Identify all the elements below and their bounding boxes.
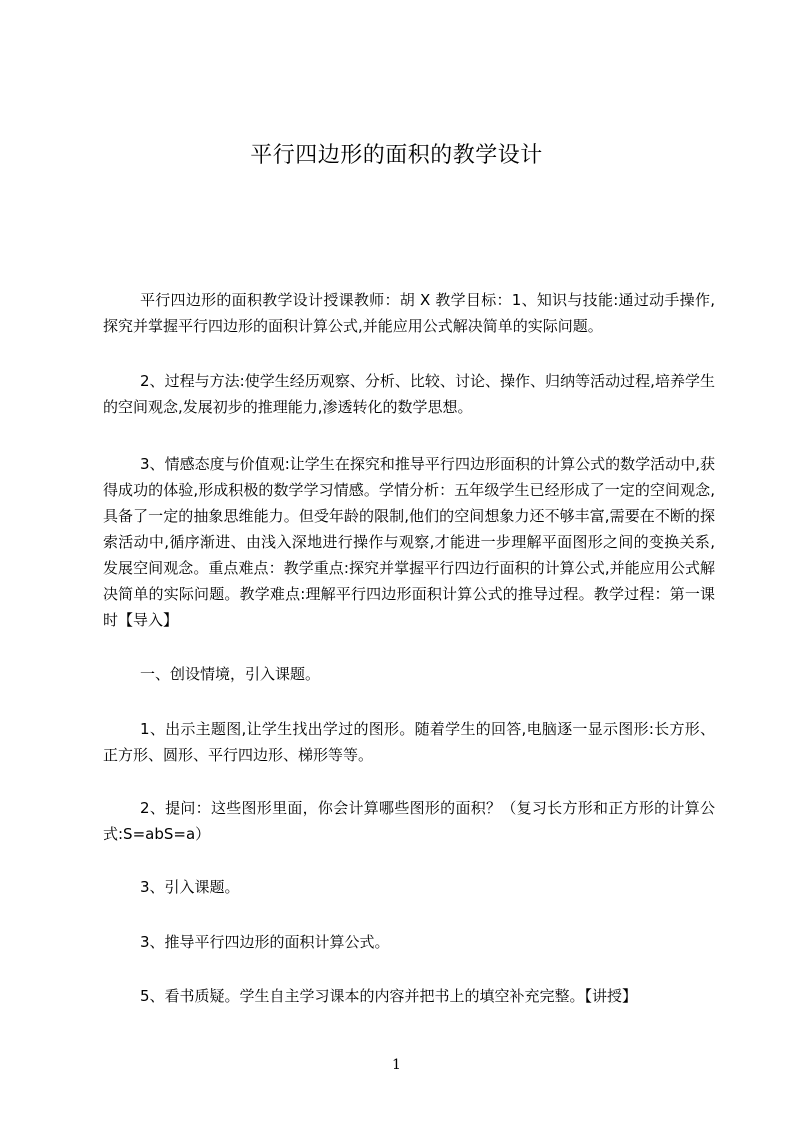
paragraph-step-1: 1、出示主题图,让学生找出学过的图形。随着学生的回答,电脑逐一显示图形:长方形、正方形、圆形、平行四边形、梯形等等。 <box>103 720 715 764</box>
paragraph-objectives-attitude: 3、情感态度与价值观:让学生在探究和推导平行四边形面积的计算公式的数学活动中,获得成功的体验,形成积极的数学学习情感。学情分析：五年级学生已经形成了一定的空间观念,具备了一定的抽象思维能力。但受年龄的限制,他们的空间想象力还不够丰富,需要在不断的探索活动中,循序渐进、由浅入深地进行操作与观察,才能进一步理解平面图形之间的变换关系,发展空间观念。重点难点：教学重点:探究并掌握平行四边行面积的计算公式,并能应用公式解决简单的实际问题。教学难点:理解平行四边形面积计算公式的推导过程。教学过程：第一课时【导入】 <box>103 455 715 629</box>
paragraph-step-3: 3、引入课题。 <box>140 878 240 896</box>
paragraph-step-3b: 3、推导平行四边形的面积计算公式。 <box>140 933 390 951</box>
paragraph-step-2: 2、提问：这些图形里面，你会计算哪些图形的面积？（复习长方形和正方形的计算公式:S=abS=a） <box>103 799 715 843</box>
paragraph-objectives-process: 2、过程与方法:使学生经历观察、分析、比较、讨论、操作、归纳等活动过程,培养学生的空间观念,发展初步的推理能力,渗透转化的数学思想。 <box>103 372 715 416</box>
paragraph-step-5: 5、看书质疑。学生自主学习课本的内容并把书上的填空补充完整。【讲授】 <box>140 987 638 1005</box>
section-heading-intro: 一、创设情境，引入课题。 <box>140 665 321 683</box>
paragraph-objectives-knowledge: 平行四边形的面积教学设计授课教师：胡 X 教学目标：1、知识与技能:通过动手操作,探究并掌握平行四边形的面积计算公式,并能应用公式解决简单的实际问题。 <box>103 291 715 335</box>
page-number: 1 <box>392 1057 401 1073</box>
document-title: 平行四边形的面积的教学设计 <box>250 143 543 168</box>
